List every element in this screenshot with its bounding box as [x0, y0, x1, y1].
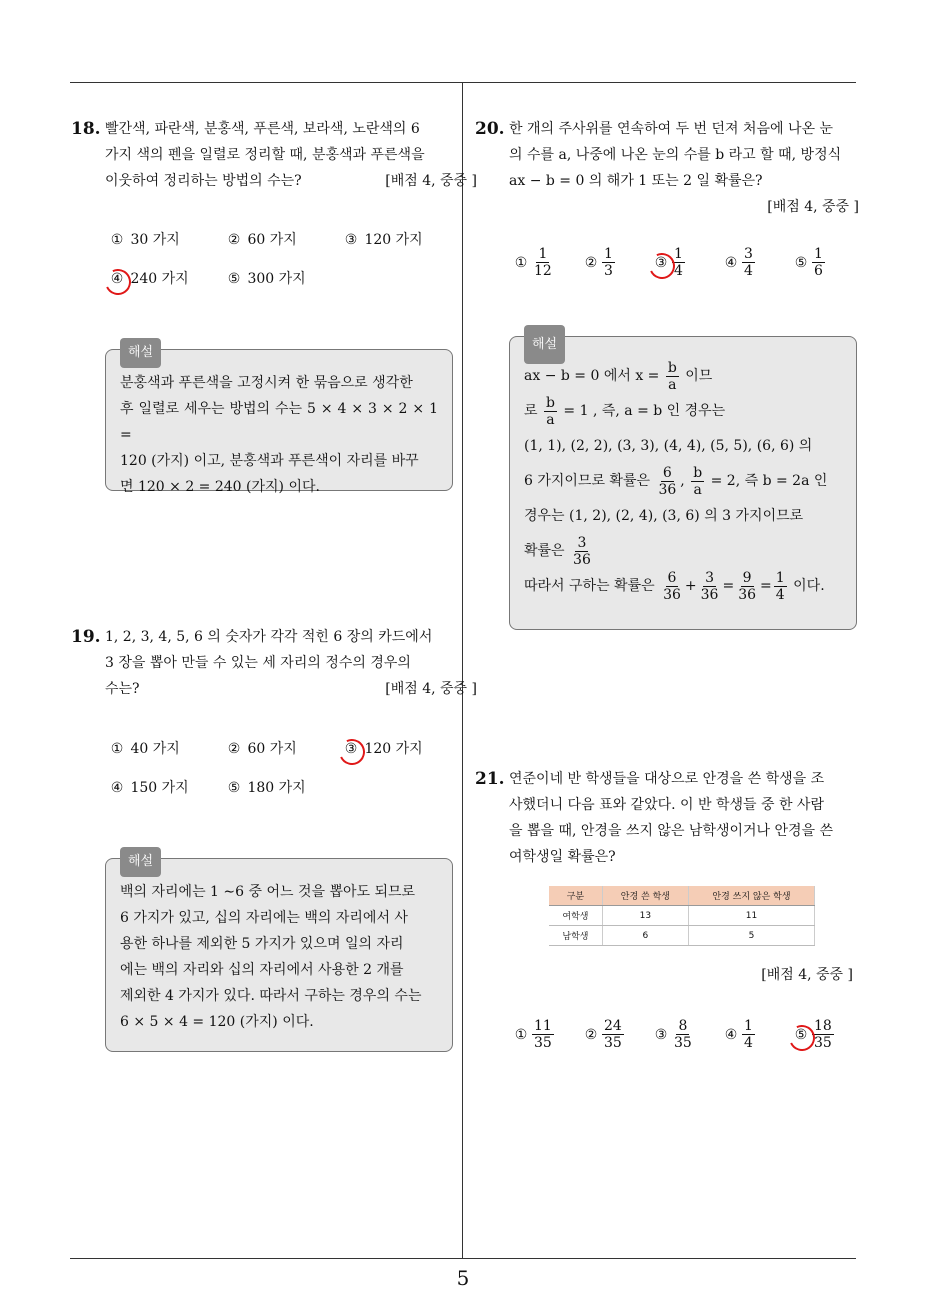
score-tag: [배점 4, 중중 ] [385, 681, 477, 697]
question-18 [71, 116, 477, 194]
choice-5[interactable]: ⑤ 180 가지 [227, 780, 306, 796]
score-tag: [배점 4, 중중 ] [385, 173, 477, 189]
question-19 [71, 624, 477, 702]
page-number: 5 [456, 1266, 470, 1290]
table-row: 여학생 13 11 [549, 906, 815, 926]
question-number: 19. [71, 627, 101, 647]
choice-3[interactable]: ③ 120 가지 [344, 232, 423, 248]
choice-1[interactable]: ① $\frac{1}{12}$ [514, 246, 552, 279]
solution-box-18: 해설 분홍색과 푸른색을 고정시켜 한 묶음으로 생각한 후 일렬로 세우는 방법의 수는 5 × 4 × 3 × 2 × 1 = 120 (가지) 이고, 분홍색과 푸른색이 자리를 바꾸 면 120 × 2 = 240 (가지) 이다. [105, 349, 453, 491]
question-text: 한 개의 주사위를 연속하여 두 번 던져 처음에 나온 눈 의 수를 a, 나중에 나온 눈의 수를 b 라고 할 때, 방정식 ax − b = 0 의 해가 1 또는 2 일 확률은? [배점 4, 중중 ] [509, 116, 859, 220]
question-20 [475, 116, 859, 220]
table-header-row: 구분 안경 쓴 학생 안경 쓰지 않은 학생 [549, 886, 815, 906]
score-tag: [배점 4, 중중 ] [761, 967, 853, 983]
choice-3[interactable]: ③ $\frac{8}{35}$ [654, 1018, 692, 1051]
question-number: 20. [475, 119, 505, 139]
choice-4[interactable]: ④ $\frac{1}{4}$ [724, 1018, 753, 1051]
solution-label: 해설 [120, 338, 161, 368]
solution-label: 해설 [120, 847, 161, 877]
choice-2[interactable]: ② 60 가지 [227, 741, 297, 757]
score-tag: [배점 4, 중중 ] [767, 199, 859, 215]
choice-1[interactable]: ① 40 가지 [110, 741, 180, 757]
question-text: 1, 2, 3, 4, 5, 6 의 숫자가 각각 적힌 6 장의 카드에서 3 장을 뽑아 만들 수 있는 세 자리의 정수의 경우의 수는? [배점 4, 중중 ] [105, 624, 477, 702]
solution-box-20: 해설 ax − b = 0 에서 x = $\frac{b}{a}$ 이므 로 $\frac{b}{a}$ = 1 , 즉, a = b 인 경우는 (1, 1), (2, 2), (3, 3), (4, 4), (5, 5), (6, 6) 의 6 가지이므로 확률은 $\frac{6}{36}$ , $\frac{b}{a}$ = 2, 즉 b = 2a 인 경우는 (1, 2), (2, 4), (3, 6) 의 3 가지이므로 확률은 $\frac{3}{36}$ 따라서 구하는 확률은 $\frac{6}{36}$ + $\frac{3}{36}$ = $\frac{9}{36}$ = $\frac{1}{4}$ 이다. [509, 336, 857, 630]
glasses-table [549, 886, 815, 946]
choice-5[interactable]: ⑤ 300 가지 [227, 271, 306, 287]
question-number: 18. [71, 119, 101, 139]
choice-4[interactable]: ④ $\frac{3}{4}$ [724, 246, 753, 279]
top-rule [70, 82, 856, 83]
solution-box-19: 해설 백의 자리에는 1 ∼6 중 어느 것을 뽑아도 되므로 6 가지가 있고, 십의 자리에는 백의 자리에서 사 용한 하나를 제외한 5 가지가 있으며 일의 자리 에는 백의 자리와 십의 자리에서 사용한 2 개를 제외한 4 가지가 있다. 따라서 구하는 경우의 수는 6 × 5 × 4 = 120 (가지) 이다. [105, 858, 453, 1052]
question-21 [475, 766, 859, 870]
choice-4[interactable]: ④ 150 가지 [110, 780, 189, 796]
choice-3-selected[interactable]: ③ $\frac{1}{4}$ [652, 246, 687, 279]
choice-5-selected[interactable]: ⑤ $\frac{18}{35}$ [792, 1018, 836, 1051]
solution-label: 해설 [524, 325, 565, 364]
question-text: 빨간색, 파란색, 분홍색, 푸른색, 보라색, 노란색의 6 가지 색의 펜을 일렬로 정리할 때, 분홍색과 푸른색을 이웃하여 정리하는 방법의 수는? [배점 4, 중중 ] [105, 116, 477, 194]
question-number: 21. [475, 769, 505, 789]
choice-3-selected[interactable]: ③ 120 가지 [342, 738, 423, 758]
choice-1[interactable]: ① $\frac{11}{35}$ [514, 1018, 552, 1051]
choice-4-selected[interactable]: ④ 240 가지 [108, 268, 189, 288]
choice-2[interactable]: ② $\frac{24}{35}$ [584, 1018, 622, 1051]
table-row: 남학생 6 5 [549, 926, 815, 946]
choice-2[interactable]: ② $\frac{1}{3}$ [584, 246, 613, 279]
bottom-rule [70, 1258, 856, 1259]
choice-5[interactable]: ⑤ $\frac{1}{6}$ [794, 246, 823, 279]
choice-2[interactable]: ② 60 가지 [227, 232, 297, 248]
choice-1[interactable]: ① 30 가지 [110, 232, 180, 248]
question-text: 연준이네 반 학생들을 대상으로 안경을 쓴 학생을 조 사했더니 다음 표와 같았다. 이 반 학생들 중 한 사람 을 뽑을 때, 안경을 쓰지 않은 남학생이거나 안경을 쓴 여학생일 확률은? [509, 771, 834, 865]
